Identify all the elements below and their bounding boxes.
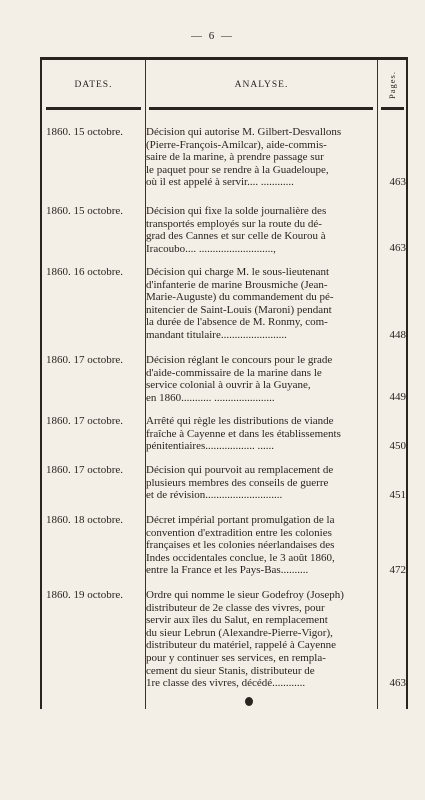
entry-line: Décision qui fixe la solde journalière des	[146, 205, 327, 217]
entry-line: Décision qui autorise M. Gilbert-Desvallons	[146, 126, 342, 138]
entry-description	[146, 126, 375, 189]
entry-line: Indes occidentales conclue, le 3 août 1860,	[146, 551, 335, 564]
entry-date: 1860. 15 octobre.	[46, 205, 123, 217]
entry-description	[146, 205, 375, 255]
entry-page: 463	[389, 242, 406, 254]
entry-line: grad des Cannes et sur celle de Kourou à	[146, 230, 326, 243]
entry-page: 450	[389, 440, 406, 452]
column-divider-pages	[377, 60, 378, 709]
entry-line: cement du sieur Stanis, distributeur de	[146, 664, 315, 677]
entry-line: service colonial à ouvrir à la Guyane,	[146, 379, 311, 392]
entry-line: 1re classe des vivres, décédé............	[146, 677, 306, 690]
entry-line: (Pierre-François-Amilcar), aide-commis-	[146, 138, 327, 151]
entry-date: 1860. 18 octobre.	[46, 514, 123, 526]
entry-page: 448	[389, 329, 406, 341]
entry-line: distributeur du matériel, rappelé à Cayenne	[146, 639, 336, 652]
header-pages-cell	[379, 62, 405, 108]
entry-page: 472	[389, 564, 406, 576]
entry-line: où il est appelé à servir.... ............	[146, 176, 294, 189]
entry-line: françaises et les colonies néerlandaises des	[146, 539, 335, 552]
entry-date: 1860. 17 octobre.	[46, 415, 123, 427]
entry-line: Décision réglant le concours pour le grade	[146, 354, 333, 366]
entry-description	[146, 354, 375, 404]
entry-description	[146, 415, 375, 453]
header-dates: DATES.	[74, 80, 113, 90]
entry-date: 1860. 15 octobre.	[46, 126, 123, 138]
entry-line: Arrêté qui règle les distributions de viande	[146, 415, 334, 427]
entry-date: 1860. 17 octobre.	[46, 464, 123, 476]
entry-line: du sieur Lebrun (Alexandre-Pierre-Vigor),	[146, 626, 333, 639]
entry-line: plusieurs membres des conseils de guerre	[146, 476, 329, 489]
header-rule-analyse	[149, 107, 373, 110]
entry-page: 463	[389, 677, 406, 689]
entry-line: Iracoubo.... ...........................,	[146, 242, 276, 255]
entry-description	[146, 464, 375, 502]
page-number: — 6 —	[191, 30, 234, 42]
entry-line: d'infanterie de marine Brousmiche (Jean-	[146, 278, 328, 291]
entry-line: distributeur de 2e classe des vivres, pour	[146, 601, 325, 614]
entry-date: 1860. 17 octobre.	[46, 354, 123, 366]
entry-line: Décision qui pourvoit au remplacement de	[146, 464, 334, 476]
entry-page: 463	[389, 176, 406, 188]
entry-line: entre la France et les Pays-Bas..........	[146, 564, 309, 577]
header-analyse: ANALYSE.	[234, 80, 289, 90]
entry-line: transportés employés sur la route du dé-	[146, 217, 322, 230]
entry-line: fraîche à Cayenne et dans les établissements	[146, 427, 341, 440]
entry-line: pour y continuer ses services, en rempla-	[146, 651, 326, 664]
entry-line: saire de la marine, à prendre passage sur	[146, 151, 324, 164]
entry-description	[146, 589, 375, 690]
entry-line: Décision qui charge M. le sous-lieutenant	[146, 266, 330, 278]
entry-line: la durée de l'absence de M. Ronmy, com-	[146, 316, 328, 329]
entry-description	[146, 514, 375, 577]
entry-line: en 1860........... ......................	[146, 391, 275, 404]
entry-line: nitencier de Saint-Louis (Maroni) pendant	[146, 303, 332, 316]
entry-line: d'aide-commissaire de la marine dans le	[146, 366, 322, 379]
entry-line: Ordre qui nomme le sieur Godefroy (Joseph)	[146, 589, 344, 601]
entry-date: 1860. 16 octobre.	[46, 266, 123, 278]
entry-date: 1860. 19 octobre.	[46, 589, 123, 601]
entry-line: mandant titulaire........................	[146, 328, 287, 341]
entry-line: Décret impérial portant promulgation de la	[146, 514, 335, 526]
header-rule-dates	[46, 107, 141, 110]
header-rule-pages	[381, 107, 404, 110]
header-pages: Pages.	[387, 71, 397, 99]
entry-line: servir aux îles du Salut, en remplacement	[146, 614, 328, 627]
entry-line: et de révision............................	[146, 489, 283, 502]
entry-line: pénitentiaires.................. ......	[146, 440, 275, 453]
entry-page: 449	[389, 391, 406, 403]
entry-page: 451	[389, 489, 406, 501]
entry-line: convention d'extradition entre les colonies	[146, 526, 332, 539]
ink-dot	[245, 697, 253, 706]
entry-description	[146, 266, 375, 342]
entry-line: le paquet pour se rendre à la Guadeloupe,	[146, 163, 329, 176]
entry-line: Marie-Auguste) du commandement du pé-	[146, 291, 334, 304]
